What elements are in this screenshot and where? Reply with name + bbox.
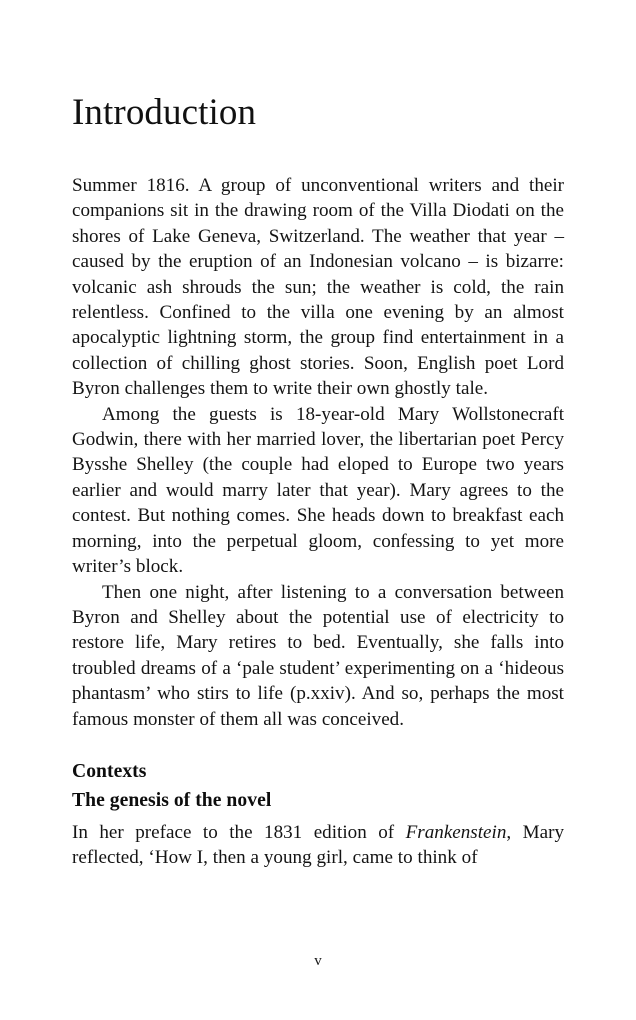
section-heading-contexts: Contexts	[72, 760, 147, 782]
paragraph-preface-text-after: , Mary reflected, ‘How I, then a young girl, came to think of	[72, 821, 564, 869]
paragraph-then-one-night: Then one night, after listening to a conversation between Byron and Shelley about the potential use of electricity to restore life, Mary retires to bed. Eventually, she falls into troubled dreams of a ‘pale student’ experimenting on a ‘hideous phantasm’ who stirs to life (p.xxiv). And so, perhaps the most famous monster of them all was conceived.	[72, 581, 564, 730]
book-title-frankenstein: Frankenstein	[405, 821, 507, 843]
paragraph-among-the-guests: Among the guests is 18-year-old Mary Wollstonecraft Godwin, there with her married lover, the libertarian poet Percy Bysshe Shelley (the couple had eloped to Europe two years earlier and would marry later that year). Mary agrees to the contest. But nothing comes. She heads down to breakfast each morning, into the perpetual gloom, confessing to yet more writer’s block.	[72, 403, 564, 578]
page-content-column	[72, 0, 564, 871]
paragraph-preface-1831	[72, 820, 564, 871]
subsection-heading-genesis-of-the-novel: The genesis of the novel	[72, 789, 272, 811]
page-title: Introduction	[72, 92, 257, 133]
paragraph-opening: Summer 1816. A group of unconventional writers and their companions sit in the drawing room of the Villa Diodati on the shores of Lake Geneva, Switzerland. The weather that year – caused by the eruption of an Indonesian volcano – is bizarre: volcanic ash shrouds the sun; the weather is cold, the rain relentless. Confined to the villa one evening by an almost apocalyptic lightning storm, the group find entertainment in a collection of chilling ghost stories. Soon, English poet Lord Byron challenges them to write their own ghostly tale.	[72, 175, 564, 400]
page-number: v	[314, 953, 322, 969]
paragraph-preface-text-before: In her preface to the 1831 edition of	[72, 821, 406, 843]
